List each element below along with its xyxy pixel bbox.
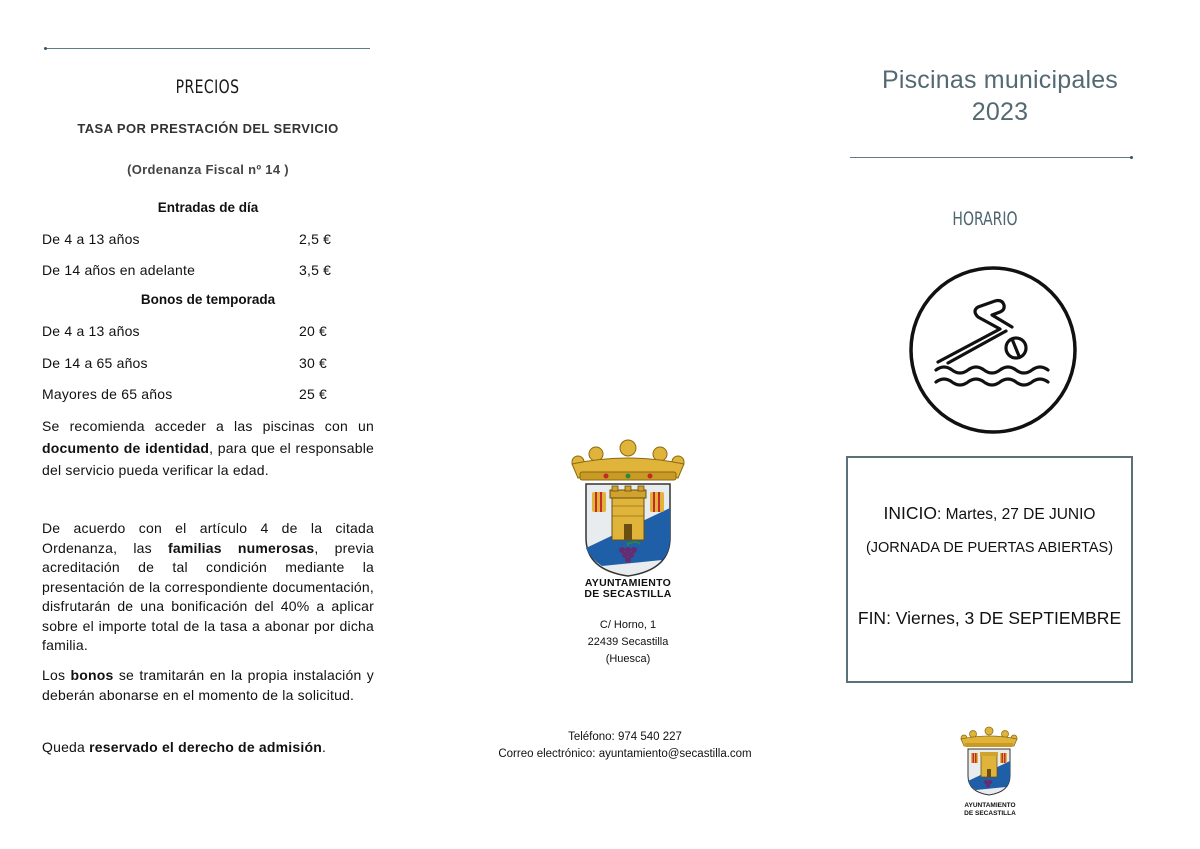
price-row-value: 30 € bbox=[299, 355, 328, 371]
price-row-value: 2,5 € bbox=[299, 231, 332, 247]
small-town-name-line2: DE SECASTILLA bbox=[964, 810, 1016, 817]
start-date: INICIO: Martes, 27 DE JUNIO bbox=[883, 503, 1096, 523]
price-row-label: De 14 a 65 años bbox=[42, 355, 148, 371]
price-row-value: 25 € bbox=[299, 386, 328, 402]
prices-title: PRECIOS bbox=[175, 76, 240, 98]
price-row-value: 20 € bbox=[299, 323, 328, 339]
price-row-value: 3,5 € bbox=[299, 262, 332, 278]
email-address: Correo electrónico: ayuntamiento@secastilla.com bbox=[498, 748, 752, 760]
small-coat-of-arms-icon bbox=[958, 720, 1020, 802]
price-row bbox=[42, 262, 362, 278]
top-left-divider bbox=[45, 48, 370, 49]
address-province: (Huesca) bbox=[605, 653, 651, 665]
price-row-label: Mayores de 65 años bbox=[42, 386, 173, 402]
town-name-line1: AYUNTAMIENTO bbox=[584, 577, 672, 589]
id-document-paragraph: Se recomienda acceder a las piscinas con un documento de identidad, para que el responsable del servicio pueda verificar la edad. bbox=[42, 418, 374, 478]
town-name-line2: DE SECASTILLA bbox=[584, 588, 672, 600]
price-row-label: De 14 años en adelante bbox=[42, 262, 196, 278]
address-street: C/ Horno, 1 bbox=[599, 619, 657, 631]
ordinance-reference: (Ordenanza Fiscal nº 14 ) bbox=[127, 162, 289, 177]
season-passes-heading: Bonos de temporada bbox=[140, 292, 276, 307]
price-row bbox=[42, 355, 362, 371]
price-row-label: De 4 a 13 años bbox=[42, 323, 140, 339]
day-entries-heading: Entradas de día bbox=[157, 200, 259, 215]
end-date: FIN: Viernes, 3 DE SEPTIEMBRE bbox=[857, 608, 1122, 628]
address-postal: 22439 Secastilla bbox=[587, 636, 669, 648]
price-row bbox=[42, 231, 362, 247]
price-row-label: De 4 a 13 años bbox=[42, 231, 140, 247]
passes-paragraph: Los bonos se tramitarán en la propia instalación y deberán abonarse en el momento de la solicitud. bbox=[42, 667, 374, 703]
phone-number: Teléfono: 974 540 227 bbox=[568, 731, 682, 743]
open-day-note: (JORNADA DE PUERTAS ABIERTAS) bbox=[865, 540, 1114, 556]
price-row bbox=[42, 386, 362, 402]
price-row bbox=[42, 323, 362, 339]
fee-subtitle: TASA POR PRESTACIÓN DEL SERVICIO bbox=[77, 121, 339, 136]
top-right-divider bbox=[850, 157, 1132, 158]
large-families-paragraph: De acuerdo con el artículo 4 de la citada Ordenanza, las familias numerosas, previa acreditación de tal condición mediante la presentación de la correspondiente documentación, disfrutarán de una bonificación del 40% a aplicar sobre el importe total de la tasa a abonar por dicha familia. bbox=[42, 520, 374, 653]
admission-paragraph: Queda reservado el derecho de admisión. bbox=[42, 739, 327, 755]
dates-box bbox=[846, 456, 1133, 683]
page-title: Piscinas municipales 2023 bbox=[881, 66, 1119, 126]
swimmer-icon bbox=[908, 265, 1078, 435]
schedule-heading: HORARIO bbox=[952, 208, 1018, 230]
small-town-name-line1: AYUNTAMIENTO bbox=[964, 802, 1016, 809]
